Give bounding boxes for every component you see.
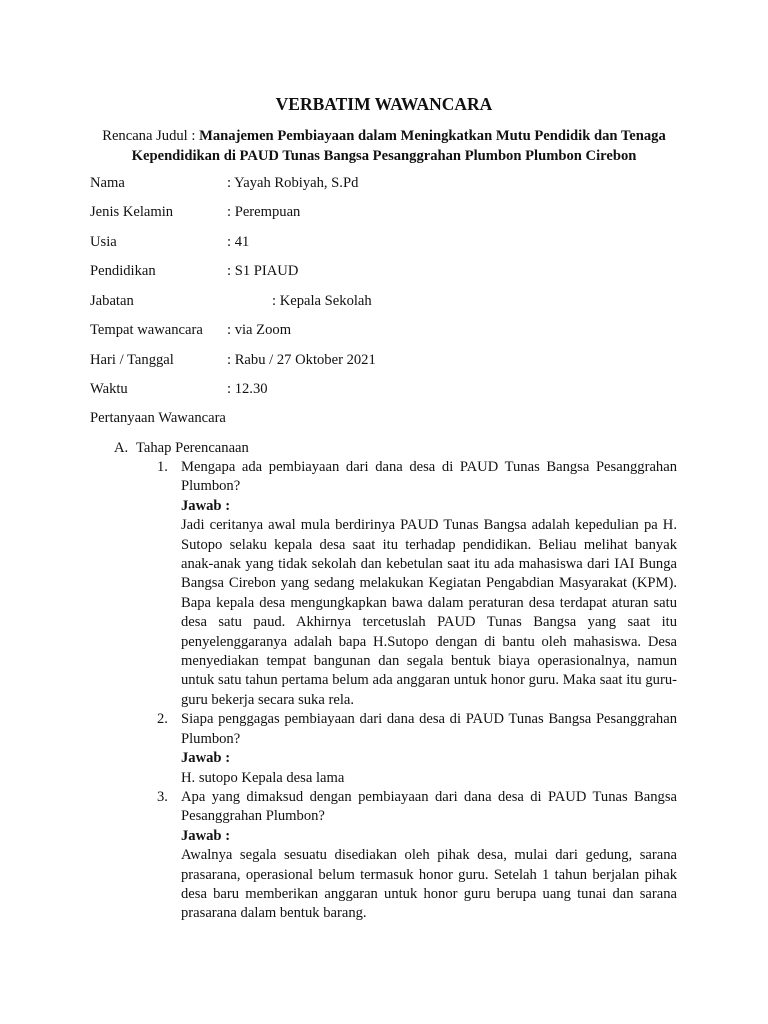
question-number: 3. (157, 788, 168, 805)
field-label: Nama (90, 175, 125, 191)
field-value: : Kepala Sekolah (272, 293, 372, 309)
answer-text: H. sutopo Kepala desa lama (181, 769, 345, 786)
subsection-letter: A. (114, 440, 129, 456)
field-label: Tempat wawancara (90, 322, 203, 338)
research-title-value: Manajemen Pembiayaan dalam Meningkatkan Mutu Pendidik dan Tenaga Kependidikan di PAUD Tunas Bangsa Pesanggrahan Plumbon Plumbon Cirebon (131, 128, 666, 164)
question-item (157, 788, 677, 924)
question-number: 2. (157, 711, 168, 728)
field-value: : Perempuan (227, 204, 301, 220)
field-value: : Yayah Robiyah, S.Pd (227, 175, 359, 191)
answer-text: Awalnya segala sesuatu disediakan oleh pihak desa, mulai dari gedung, sarana prasarana, operasional belum termasuk honor guru. Setelah 1 tahun berjalan pihak desa baru memberikan anggaran untuk honor guru berupa uang tunai dan sarana prasarana dalam bentuk barang. (181, 847, 677, 922)
field-label: Jabatan (90, 293, 134, 309)
answer-label: Jawab : (181, 827, 231, 844)
section-heading: Pertanyaan Wawancara (90, 410, 226, 426)
field-value: : 41 (227, 234, 250, 250)
subsection-title: Tahap Perencanaan (136, 440, 249, 456)
answer-text: Jadi ceritanya awal mula berdirinya PAUD Tunas Bangsa adalah kepedulian pa H. Sutopo selaku kepala desa saat itu terhadap pendidikan. Beliau melihat banyak anak-anak yang tidak sekolah dan kebetulan saat itu ada mahasiswa dari IAI Bunga Bangsa Cirebon yang sedang melakukan Kegiatan Pengabdian Masyarakat (KPM). Bapa kepala desa mengungkapkan bawa dalam peraturan desa terdapat aturan satu desa satu paud. Akhirnya tercetuslah PAUD Tunas Bangsa yang saat itu penyelenggaranya adalah bapa H.Sutopo dengan di bantu oleh mahasiswa. Desa menyediakan tempat bangunan dan segala bentuk biaya operasionalnya, namun untuk satu tahun pertama belum ada anggaran untuk honor guru. Maka saat itu guru-guru bekerja secara suka rela. (181, 517, 677, 708)
field-label: Waktu (90, 381, 128, 397)
document-title: VERBATIM WAWANCARA (275, 94, 493, 114)
field-label: Pendidikan (90, 263, 156, 279)
question-number: 1. (157, 459, 168, 475)
question-text: Mengapa ada pembiayaan dari dana desa di PAUD Tunas Bangsa Pesanggrahan Plumbon? (181, 459, 677, 495)
question-text: Apa yang dimaksud dengan pembiayaan dari dana desa di PAUD Tunas Bangsa Pesanggrahan Plumbon? (181, 788, 677, 825)
field-label: Usia (90, 234, 117, 250)
research-title-label: Rencana Judul : (102, 128, 196, 144)
field-value: : via Zoom (227, 322, 292, 338)
answer-label: Jawab : (181, 750, 231, 767)
question-list (157, 458, 677, 924)
question-text: Siapa penggagas pembiayaan dari dana desa di PAUD Tunas Bangsa Pesanggrahan Plumbon? (181, 711, 677, 747)
subsection-heading (114, 439, 249, 459)
field-value: : 12.30 (227, 381, 268, 397)
field-value: : S1 PIAUD (227, 263, 299, 279)
field-value: : Rabu / 27 Oktober 2021 (227, 352, 376, 368)
question-item (157, 458, 677, 710)
field-label: Hari / Tanggal (90, 352, 174, 368)
answer-label: Jawab : (181, 497, 231, 514)
field-label: Jenis Kelamin (90, 204, 174, 220)
question-item (157, 710, 677, 788)
research-title-block (88, 126, 680, 166)
